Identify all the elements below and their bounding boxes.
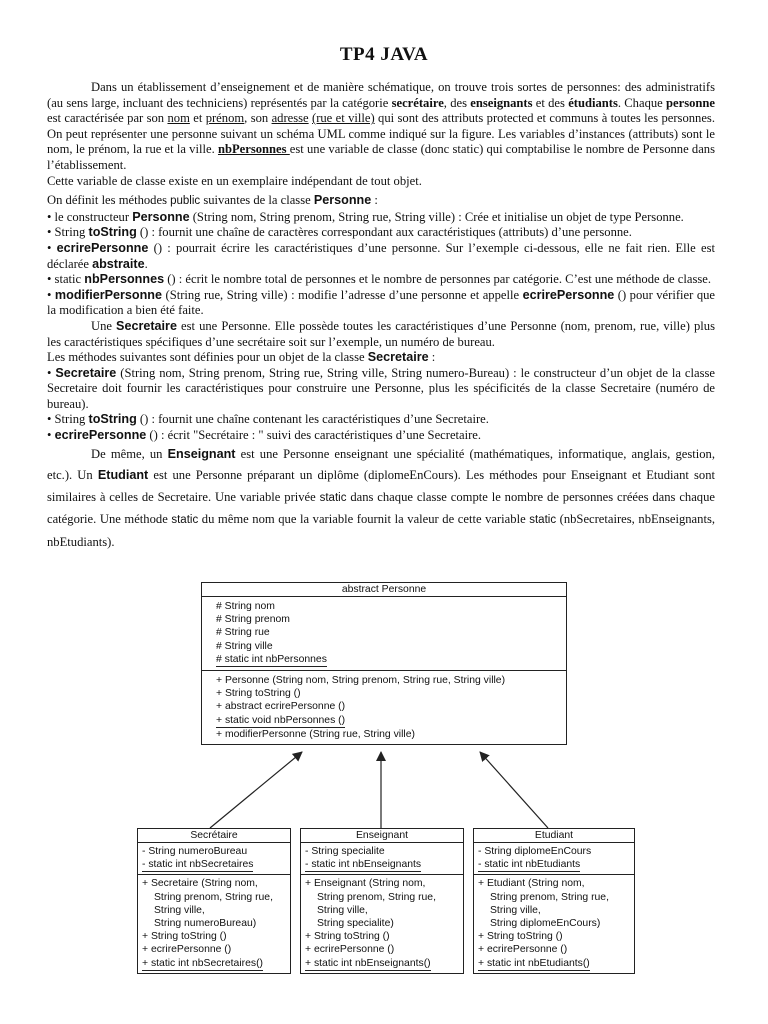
attribute: - String diplomeEnCours xyxy=(478,846,592,857)
bullet-nbpersonnes: • static nbPersonnes () : écrit le nombre total de personnes et le nombre de personnes par catégorie. C’est une méthode de classe. xyxy=(47,272,712,287)
attribute: # String ville xyxy=(216,640,273,652)
class-attributes xyxy=(202,597,566,670)
class-name: abstract Personne xyxy=(202,583,566,597)
secretaire-methods-intro: Les méthodes suivantes sont définies pour un objet de la classe Secretaire : xyxy=(47,350,436,365)
uml-class-secretaire xyxy=(137,828,291,974)
method: + ecrirePersonne () xyxy=(478,944,568,956)
method: + abstract ecrirePersonne () xyxy=(216,701,346,713)
class-name: Secrétaire xyxy=(138,829,290,843)
class-methods xyxy=(301,874,463,972)
attribute-static: # static int nbPersonnes xyxy=(216,653,327,667)
bullet-modifierpersonne: • modifierPersonne (String rue, String ville) : modifie l’adresse d’une personne et appelle ecrirePersonne () pour vérifier que la modification a bien été faite. xyxy=(47,287,716,318)
static-note: Cette variable de classe existe en un exemplaire indépendant de tout objet. xyxy=(47,173,422,188)
bullet-constructor: • le constructeur Personne (String nom, String prenom, String rue, String ville) : Crée et initialise un objet de type Personne. xyxy=(47,209,684,224)
arrow-etudiant-to-personne xyxy=(480,752,548,828)
class-methods xyxy=(202,670,566,744)
class-name: Enseignant xyxy=(301,829,463,843)
attribute: # String prenom xyxy=(216,614,290,626)
secretaire-paragraph: Une Secretaire est une Personne. Elle possède toutes les caractéristiques d’une Personne (nom, prenom, rue, ville) plus les caractéristiques spécifiques d’une secrétaire soit sur l’exemple, un numéro de bureau. xyxy=(47,318,715,349)
method-continued: String ville, xyxy=(154,904,205,916)
class-attributes xyxy=(301,843,463,874)
method: + ecrirePersonne () xyxy=(142,944,232,956)
method-continued: String specialite) xyxy=(317,918,394,930)
method: + String toString () xyxy=(216,688,301,700)
method-continued: String prenom, String rue, xyxy=(317,891,436,903)
attribute-static: - static int nbSecretaires xyxy=(142,858,253,872)
method: + Secretaire (String nom, xyxy=(142,878,258,890)
method-static: + static void nbPersonnes () xyxy=(216,714,345,728)
method: + String toString () xyxy=(478,931,563,943)
method-static: + static int nbEtudiants() xyxy=(478,957,590,971)
bullet-ecrirepersonne: • ecrirePersonne () : pourrait écrire les caractéristiques d’une personne. Sur l’exemple ci-dessous, elle ne fait rien. Elle est déclarée abstraite. xyxy=(47,240,716,271)
enseignant-etudiant-paragraph: De même, un Enseignant est une Personne enseignant une spécialité (mathématiques, informatique, anglais, gestion, etc.). Un Etudiant est une Personne préparant un diplôme (diplomeEnCours). Les méthodes pour Enseignant et Etudiant sont similaires à celles de Secretaire. Une variable privée static dans chaque classe compte le nombre de personnes créées dans chaque catégorie. Une méthode static du même nom que la variable fournit la valeur de cette variable static (nbSecretaires, nbEnseignants, nbEtudiants). xyxy=(47,446,716,549)
method: + Enseignant (String nom, xyxy=(305,878,426,890)
uml-class-etudiant xyxy=(473,828,635,974)
bullet-secretaire-tostring: • String toString () : fournit une chaîne contenant les caractéristiques d’une Secretaire. xyxy=(47,412,489,427)
method: + ecrirePersonne () xyxy=(305,944,395,956)
bullet-secretaire-constructor: • Secretaire (String nom, String prenom, String rue, String ville, String numero-Bureau) : le constructeur d’un objet de la classe Secretaire doit fournir les caractéristiques pour construire une Personne, plus les spécificités de la classe Secretaire (numéro de bureau). xyxy=(47,365,715,411)
class-methods xyxy=(138,874,290,972)
attribute: # String rue xyxy=(216,627,270,639)
method-continued: String numeroBureau) xyxy=(154,918,257,930)
attribute: # String nom xyxy=(216,601,275,612)
class-name: Etudiant xyxy=(474,829,634,843)
intro-paragraph: Dans un établissement d’enseignement et de manière schématique, on trouve trois sortes de personnes: des administratifs (au sens large, incluant des techniciens) représentés par la catégorie secrétaire, des enseignants et des étudiants. Chaque personne est caractérisée par son nom et prénom, son adresse (rue et ville) qui sont des attributs protected et communs à toutes les personnes. On peut représenter une personne suivant un schéma UML comme indiqué sur la figure. Les variables d’instances (attributs) sont le nom, le prénom, la rue et la ville. nbPersonnes est une variable de classe (donc static) qui comptabilise le nombre de Personne dans l’établissement. xyxy=(47,80,716,172)
uml-class-enseignant xyxy=(300,828,464,974)
document-body xyxy=(47,80,715,553)
class-attributes xyxy=(474,843,634,874)
method-static: + static int nbEnseignants() xyxy=(305,957,431,971)
attribute-static: - static int nbEnseignants xyxy=(305,858,421,872)
method-continued: String ville, xyxy=(317,904,368,916)
arrow-secretaire-to-personne xyxy=(210,752,302,828)
method: + modifierPersonne (String rue, String ville) xyxy=(216,728,415,740)
method: + Etudiant (String nom, xyxy=(478,878,585,890)
bullet-tostring: • String toString () : fournit une chaîne de caractères correspondant aux caractéristiques (attributs) d’une personne. xyxy=(47,225,632,240)
method: + Personne (String nom, String prenom, String rue, String ville) xyxy=(216,675,506,687)
attribute: - String specialite xyxy=(305,846,385,857)
attribute: - String numeroBureau xyxy=(142,846,248,857)
method: + String toString () xyxy=(142,931,227,943)
method-continued: String prenom, String rue, xyxy=(154,891,273,903)
class-methods xyxy=(474,874,634,972)
page-title: TP4 JAVA xyxy=(339,44,429,65)
method-continued: String ville, xyxy=(490,904,541,916)
method-continued: String diplomeEnCours) xyxy=(490,918,601,930)
methods-intro: On définit les méthodes public suivantes de la classe Personne : xyxy=(47,193,378,208)
uml-class-personne xyxy=(201,582,567,745)
method-continued: String prenom, String rue, xyxy=(490,891,609,903)
method-static: + static int nbSecretaires() xyxy=(142,957,263,971)
method: + String toString () xyxy=(305,931,390,943)
attribute-static: - static int nbEtudiants xyxy=(478,858,580,872)
class-attributes xyxy=(138,843,290,874)
bullet-secretaire-ecrire: • ecrirePersonne () : écrit "Secrétaire : " suivi des caractéristiques d’une Secretaire. xyxy=(47,428,482,443)
